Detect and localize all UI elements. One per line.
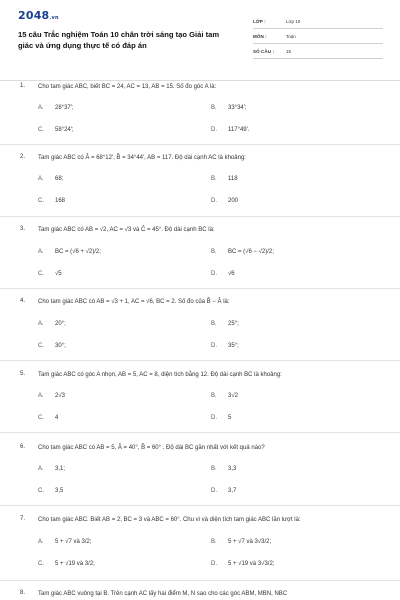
meta-value: Lớp 10	[286, 18, 301, 24]
option-letter: A.	[38, 176, 44, 182]
option-b[interactable]	[211, 249, 274, 255]
question-text: Tam giác ABC có Â = 68°12', B̂ = 34°44', AB = 117. Độ dài cạnh AC là khoảng:	[38, 155, 246, 161]
option-text: 3,3	[228, 466, 237, 472]
option-text: BC = (√6 − √2)/2;	[228, 249, 274, 255]
option-a[interactable]	[38, 105, 74, 111]
option-letter: C.	[38, 127, 44, 133]
option-text: 25°;	[228, 321, 239, 327]
question-divider	[0, 360, 400, 361]
option-text: 33°34';	[228, 105, 247, 111]
option-a[interactable]	[38, 539, 91, 545]
option-c[interactable]	[38, 127, 74, 133]
option-letter: B.	[211, 249, 217, 255]
meta-key: SỐ CÂU :	[253, 48, 275, 54]
question-number: 4.	[20, 298, 26, 304]
question-number: 2.	[20, 154, 26, 160]
option-text: BC = (√6 + √2)/2;	[55, 249, 101, 255]
question-number: 8.	[20, 590, 26, 596]
option-text: 5 + √19 và 3√3/2;	[228, 561, 275, 567]
option-text: 3,1;	[55, 466, 66, 472]
option-b[interactable]	[211, 105, 247, 111]
meta-table	[253, 14, 383, 59]
option-letter: B.	[211, 466, 217, 472]
option-b[interactable]	[211, 466, 236, 472]
question-number: 5.	[20, 371, 26, 377]
question-divider	[0, 432, 400, 433]
question-text: Cho tam giác ABC. Biết AB = 2, BC = 3 và ABC = 60°. Chu vi và diện tích tam giác ABC lần lượt là:	[38, 517, 301, 523]
option-b[interactable]	[211, 393, 238, 399]
option-letter: B.	[211, 539, 217, 545]
option-text: 68;	[55, 176, 64, 182]
meta-value: Toán	[286, 33, 296, 39]
option-text: √5	[55, 271, 62, 277]
option-text: 200	[228, 198, 239, 204]
option-letter: D.	[211, 127, 217, 133]
option-letter: B.	[211, 176, 217, 182]
question-text: Cho tam giác ABC có AB = 5, Â = 40°, B̂ = 60° . Độ dài BC gần nhất với kết quả nào?	[38, 445, 265, 451]
option-text: 168	[55, 198, 66, 204]
option-text: 5 + √19 và 3/2;	[55, 561, 95, 567]
option-letter: D.	[211, 488, 217, 494]
option-d[interactable]	[211, 561, 274, 567]
option-text: 5 + √7 và 3/2;	[55, 539, 92, 545]
option-text: √6	[228, 271, 235, 277]
option-letter: C.	[38, 198, 44, 204]
option-letter: D.	[211, 415, 217, 421]
option-b[interactable]	[211, 176, 238, 182]
option-letter: D.	[211, 343, 217, 349]
option-text: 3,7	[228, 488, 237, 494]
option-letter: A.	[38, 539, 44, 545]
option-c[interactable]	[38, 561, 95, 567]
option-b[interactable]	[211, 539, 271, 545]
option-text: 30°;	[55, 343, 66, 349]
meta-key: LỚP :	[253, 18, 266, 24]
site-logo[interactable]: 2048.vn	[18, 9, 59, 22]
option-text: 3√2	[228, 393, 238, 399]
option-b[interactable]	[211, 321, 239, 327]
question-number: 1.	[20, 83, 26, 89]
header-divider	[0, 80, 400, 81]
option-letter: B.	[211, 393, 217, 399]
question-number: 3.	[20, 226, 26, 232]
option-text: 5 + √7 và 3√3/2;	[228, 539, 272, 545]
option-a[interactable]	[38, 466, 65, 472]
option-letter: C.	[38, 271, 44, 277]
option-d[interactable]	[211, 488, 236, 494]
meta-row-subject	[253, 29, 383, 44]
option-letter: C.	[38, 415, 44, 421]
meta-row-count	[253, 44, 383, 59]
meta-key: MÔN :	[253, 33, 267, 39]
question-number: 7.	[20, 516, 26, 522]
option-letter: D.	[211, 198, 217, 204]
question-divider	[0, 505, 400, 506]
option-letter: A.	[38, 393, 44, 399]
option-c[interactable]	[38, 415, 58, 421]
option-a[interactable]	[38, 321, 66, 327]
option-text: 117°49'.	[228, 127, 250, 133]
option-c[interactable]	[38, 343, 66, 349]
option-letter: A.	[38, 321, 44, 327]
question-text: Tam giác ABC vuông tại B. Trên cạnh AC lấy hai điểm M, N sao cho các góc ABM, MBN, NBC	[38, 591, 288, 597]
option-letter: C.	[38, 561, 44, 567]
option-text: 28°37';	[55, 105, 74, 111]
option-c[interactable]	[38, 198, 65, 204]
option-d[interactable]	[211, 271, 235, 277]
option-d[interactable]	[211, 127, 249, 133]
option-text: 5	[228, 415, 232, 421]
option-letter: A.	[38, 105, 44, 111]
option-text: 118	[228, 176, 238, 182]
document-header	[0, 0, 400, 66]
page-title: 15 câu Trắc nghiệm Toán 10 chân trời sáng tạo Giải tam giác và ứng dụng thực tế có đáp án	[18, 30, 220, 50]
option-text: 35°;	[228, 343, 239, 349]
option-d[interactable]	[211, 343, 239, 349]
question-divider	[0, 288, 400, 289]
option-a[interactable]	[38, 176, 63, 182]
option-a[interactable]	[38, 393, 65, 399]
option-d[interactable]	[211, 415, 231, 421]
option-a[interactable]	[38, 249, 101, 255]
option-d[interactable]	[211, 198, 238, 204]
option-text: 58°24';	[55, 127, 74, 133]
question-text: Cho tam giác ABC có AB = √3 + 1, AC = √6, BC = 2. Số đo của B̂ − Â là:	[38, 299, 230, 305]
meta-value: 15	[286, 48, 292, 54]
option-letter: C.	[38, 343, 44, 349]
option-text: 20°;	[55, 321, 66, 327]
option-letter: B.	[211, 321, 217, 327]
option-letter: A.	[38, 249, 44, 255]
question-divider	[0, 144, 400, 145]
option-c[interactable]	[38, 271, 62, 277]
option-letter: A.	[38, 466, 44, 472]
question-divider	[0, 216, 400, 217]
question-text: Tam giác ABC có AB = √2, AC = √3 và Ĉ = 45°. Độ dài cạnh BC là:	[38, 227, 215, 233]
option-text: 4	[55, 415, 59, 421]
option-text: 3,5	[55, 488, 64, 494]
option-letter: C.	[38, 488, 44, 494]
option-letter: D.	[211, 271, 217, 277]
option-c[interactable]	[38, 488, 63, 494]
option-text: 2√3	[55, 393, 65, 399]
question-text: Tam giác ABC có góc A nhọn, AB = 5, AC = 8, diện tích bằng 12. Độ dài cạnh BC là khoảng:	[38, 372, 282, 378]
meta-row-class	[253, 14, 383, 29]
option-letter: B.	[211, 105, 217, 111]
question-number: 6.	[20, 444, 26, 450]
question-text: Cho tam giác ABC, biết BC = 24, AC = 13, AB = 15. Số đo góc A là:	[38, 84, 217, 90]
option-letter: D.	[211, 561, 217, 567]
question-divider	[0, 580, 400, 581]
